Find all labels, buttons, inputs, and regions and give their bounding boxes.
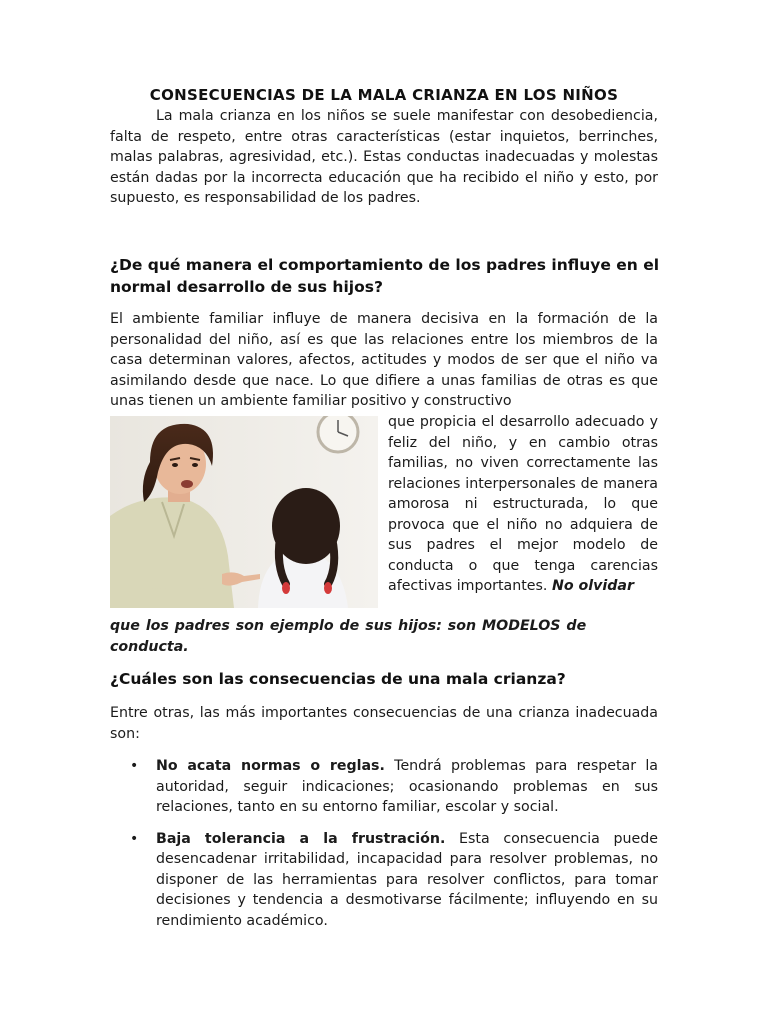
bullet-title: Baja tolerancia a la frustración. — [156, 830, 446, 847]
section1-wrapped-paragraph — [388, 412, 658, 597]
bullet-icon: • — [130, 830, 139, 847]
list-item — [110, 829, 658, 932]
bullet-icon: • — [130, 758, 139, 774]
section2-intro: Entre otras, las más importantes consecuencias de una crianza inadecuada son: — [110, 705, 658, 742]
section2-heading: ¿Cuáles son las consecuencias de una mala crianza? — [110, 670, 566, 688]
parent-scolding-child-photo — [110, 416, 378, 608]
section1-paragraph: El ambiente familiar influye de manera decisiva en la formación de la personalidad del niño, así es que las relaciones entre los miembros de la casa determinan valores, afectos, actitudes y modos de ser que el niño va asimilando desde que nace. Lo que difiere a unas familias de otras es que unas tienen un ambiente familiar positivo y constructivo — [110, 311, 658, 409]
bullet-text: Tendrá problemas para respetar la autoridad, seguir indicaciones; ocasionando problemas en sus relaciones, tanto en su entorno familiar, escolar y social. — [156, 758, 658, 815]
consequences-list — [110, 756, 658, 931]
emphasis-note: que los padres son ejemplo de sus hijos: son MODELOS de conducta. — [110, 618, 587, 655]
bullet-title: No acata normas o reglas. — [156, 758, 385, 774]
intro-paragraph: La mala crianza en los niños se suele manifestar con desobediencia, falta de respeto, entre otras características (estar inquietos, berrinches, malas palabras, agresividad, etc.). Estas conductas inadecuadas y molestas están dadas por la incorrecta educación que ha recibido el niño y esto, por supuesto, es responsabilidad de los padres. — [110, 108, 658, 206]
bullet-text: Esta consecuencia puede desencadenar irritabilidad, incapacidad para resolver problemas, no disponer de las herramientas para resolver conflictos, para tomar decisiones y tendencia a desmotivarse fácilmente; influyendo en su rendimiento académico. — [156, 830, 658, 929]
section1-heading: ¿De qué manera el comportamiento de los padres influye en el normal desarrollo de sus hijos? — [110, 256, 660, 296]
emphasis-start: No olvidar — [551, 578, 634, 594]
section1-wrapped-text: que propicia el desarrollo adecuado y feliz del niño, y en cambio otras familias, no viven correctamente las relaciones interpersonales de manera amorosa ni estructurada, lo que provoca que el niño no adquiera de sus padres el mejor modelo de conducta o que tenga carencias afectivas importantes. — [388, 414, 658, 594]
list-item — [110, 756, 658, 818]
document-title: CONSECUENCIAS DE LA MALA CRIANZA EN LOS NIÑOS — [149, 86, 619, 104]
